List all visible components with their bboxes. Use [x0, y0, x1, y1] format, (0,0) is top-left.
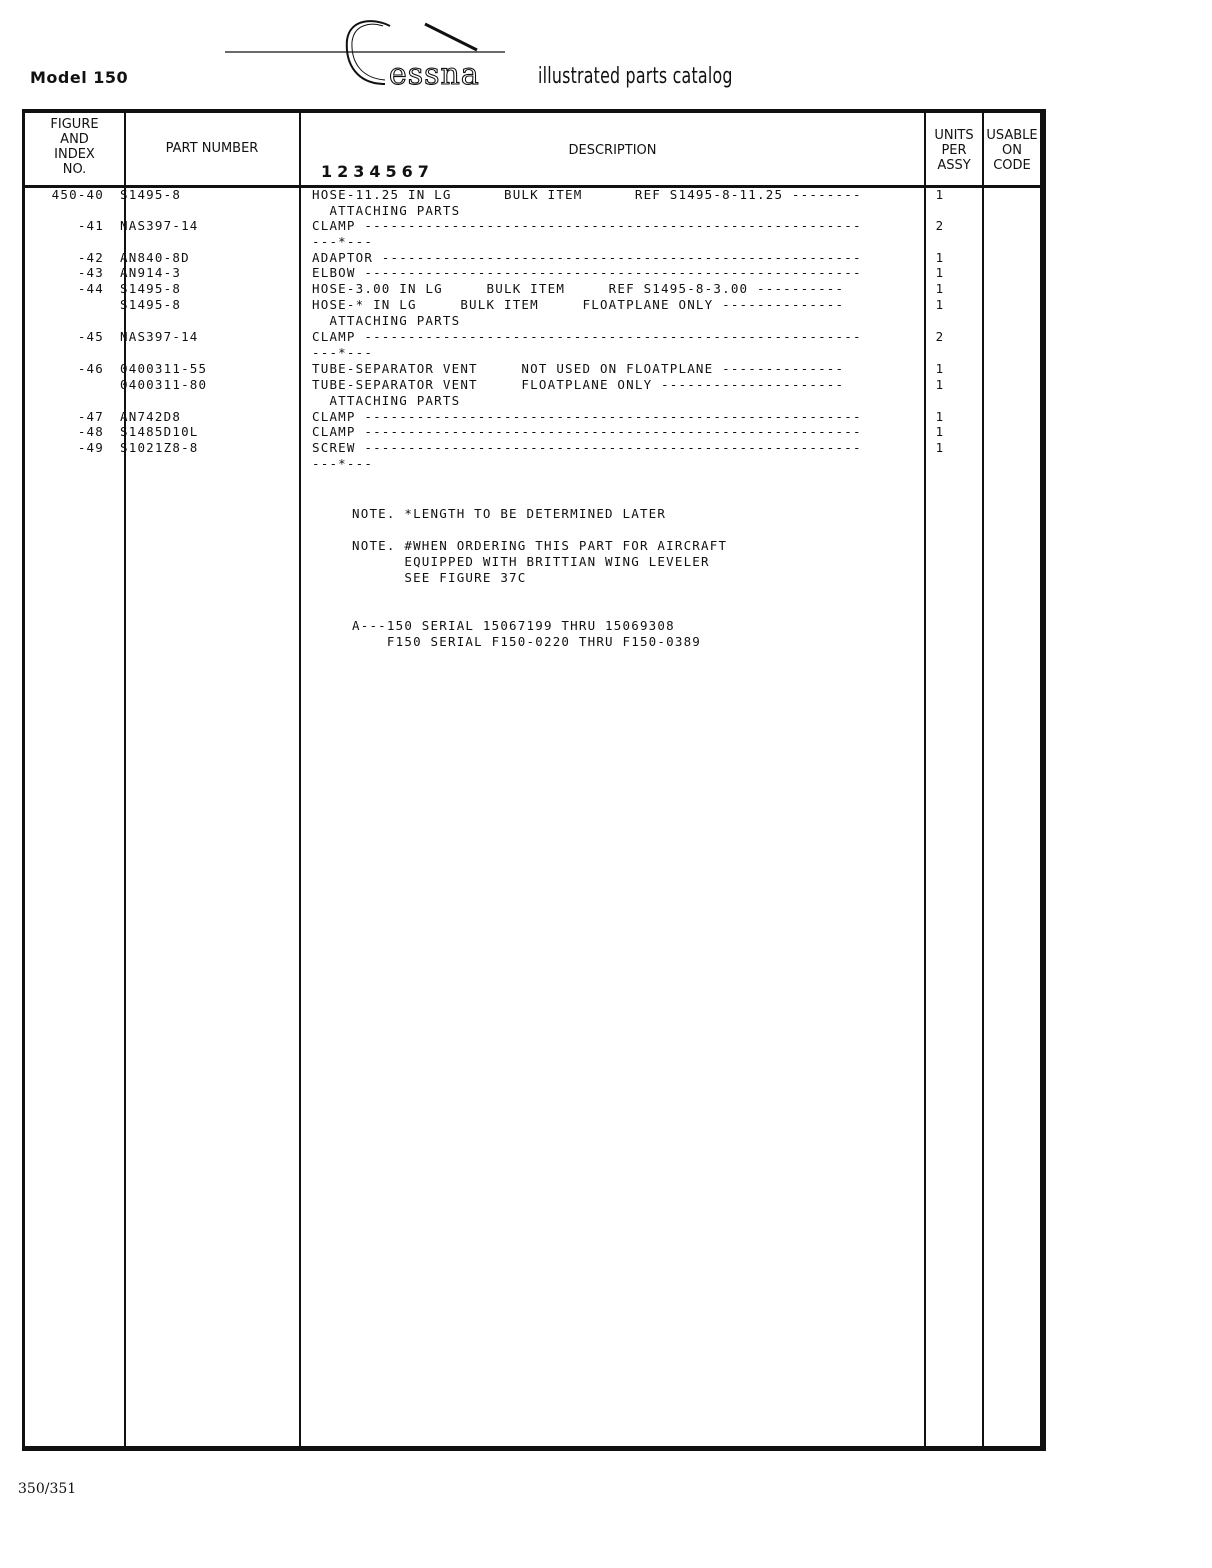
- part-number: 0400311-55: [120, 361, 208, 376]
- header-usable: USABLE ON CODE: [986, 128, 1038, 173]
- part-number: NAS397-14: [120, 329, 199, 344]
- part-number: AN840-8D: [120, 250, 190, 265]
- part-number: S1495-8: [120, 281, 182, 296]
- units-per-assy: 1: [935, 440, 945, 455]
- figure-index: -48: [77, 424, 104, 439]
- description: ADAPTOR -------------------------------------------------------: [312, 250, 862, 265]
- note-line: A---150 SERIAL 15067199 THRU 15069308: [352, 618, 675, 633]
- indent-levels: 1234567: [321, 162, 434, 181]
- part-number: S1495-8: [120, 297, 182, 312]
- units-per-assy: 1: [935, 377, 945, 392]
- figure-index: -43: [77, 265, 104, 280]
- description: SCREW ---------------------------------------------------------: [312, 440, 862, 455]
- header-part-number: PART NUMBER: [165, 141, 259, 156]
- description: ELBOW ---------------------------------------------------------: [312, 265, 862, 280]
- units-per-assy: 1: [935, 265, 945, 280]
- note-line: EQUIPPED WITH BRITTIAN WING LEVELER: [352, 554, 710, 569]
- description: CLAMP ---------------------------------------------------------: [312, 424, 862, 439]
- part-number: AN742D8: [120, 409, 182, 424]
- description: ---*---: [312, 456, 374, 471]
- figure-index: -49: [77, 440, 104, 455]
- description: CLAMP ---------------------------------------------------------: [312, 329, 862, 344]
- page-number: 350/351: [18, 1481, 77, 1497]
- note: [352, 506, 666, 522]
- figure-index: -41: [77, 218, 104, 233]
- figure-index: -45: [77, 329, 104, 344]
- note-line: NOTE. *LENGTH TO BE DETERMINED LATER: [352, 506, 667, 521]
- units-per-assy: 2: [935, 329, 945, 344]
- part-number: AN914-3: [120, 265, 182, 280]
- description: ---*---: [312, 345, 374, 360]
- part-number: NAS397-14: [120, 218, 199, 233]
- units-per-assy: 1: [935, 409, 945, 424]
- note-line: F150 SERIAL F150-0220 THRU F150-0389: [352, 634, 702, 649]
- units-per-assy: 1: [935, 281, 945, 296]
- model-label: Model 150: [30, 68, 129, 87]
- units-per-assy: 2: [935, 218, 945, 233]
- header-units: UNITS PER ASSY: [934, 128, 974, 173]
- description: ATTACHING PARTS: [312, 313, 461, 328]
- figure-index: -42: [77, 250, 104, 265]
- figure-index: -46: [77, 361, 104, 376]
- catalog-title: illustrated parts catalog: [538, 64, 733, 89]
- description: HOSE-3.00 IN LG BULK ITEM REF S1495-8-3.00 ----------: [312, 281, 845, 296]
- figure-index: -47: [77, 409, 104, 424]
- part-number: S1021Z8-8: [120, 440, 199, 455]
- header-figure: FIGURE AND INDEX NO.: [50, 117, 99, 177]
- description: ATTACHING PARTS: [312, 393, 461, 408]
- description: CLAMP ---------------------------------------------------------: [312, 409, 862, 424]
- note-line: NOTE. #WHEN ORDERING THIS PART FOR AIRCRAFT: [352, 538, 728, 553]
- figure-index: -44: [77, 281, 104, 296]
- description: CLAMP ---------------------------------------------------------: [312, 218, 862, 233]
- svg-text:essna: essna: [389, 57, 480, 92]
- description: HOSE-11.25 IN LG BULK ITEM REF S1495-8-11.25 --------: [312, 187, 862, 202]
- note: [352, 538, 727, 586]
- header-description: DESCRIPTION: [568, 143, 657, 158]
- description: ---*---: [312, 234, 374, 249]
- cessna-logo: [225, 14, 515, 96]
- description: HOSE-* IN LG BULK ITEM FLOATPLANE ONLY --------------: [312, 297, 845, 312]
- description: ATTACHING PARTS: [312, 203, 461, 218]
- description: TUBE-SEPARATOR VENT FLOATPLANE ONLY ---------------------: [312, 377, 845, 392]
- description: TUBE-SEPARATOR VENT NOT USED ON FLOATPLANE --------------: [312, 361, 845, 376]
- units-per-assy: 1: [935, 187, 945, 202]
- part-number: 0400311-80: [120, 377, 208, 392]
- part-number: S1485D10L: [120, 424, 199, 439]
- note-line: SEE FIGURE 37C: [352, 570, 527, 585]
- figure-index: 450-40: [51, 187, 104, 202]
- part-number: S1495-8: [120, 187, 182, 202]
- units-per-assy: 1: [935, 250, 945, 265]
- note: [352, 618, 701, 650]
- units-per-assy: 1: [935, 424, 945, 439]
- units-per-assy: 1: [935, 297, 945, 312]
- units-per-assy: 1: [935, 361, 945, 376]
